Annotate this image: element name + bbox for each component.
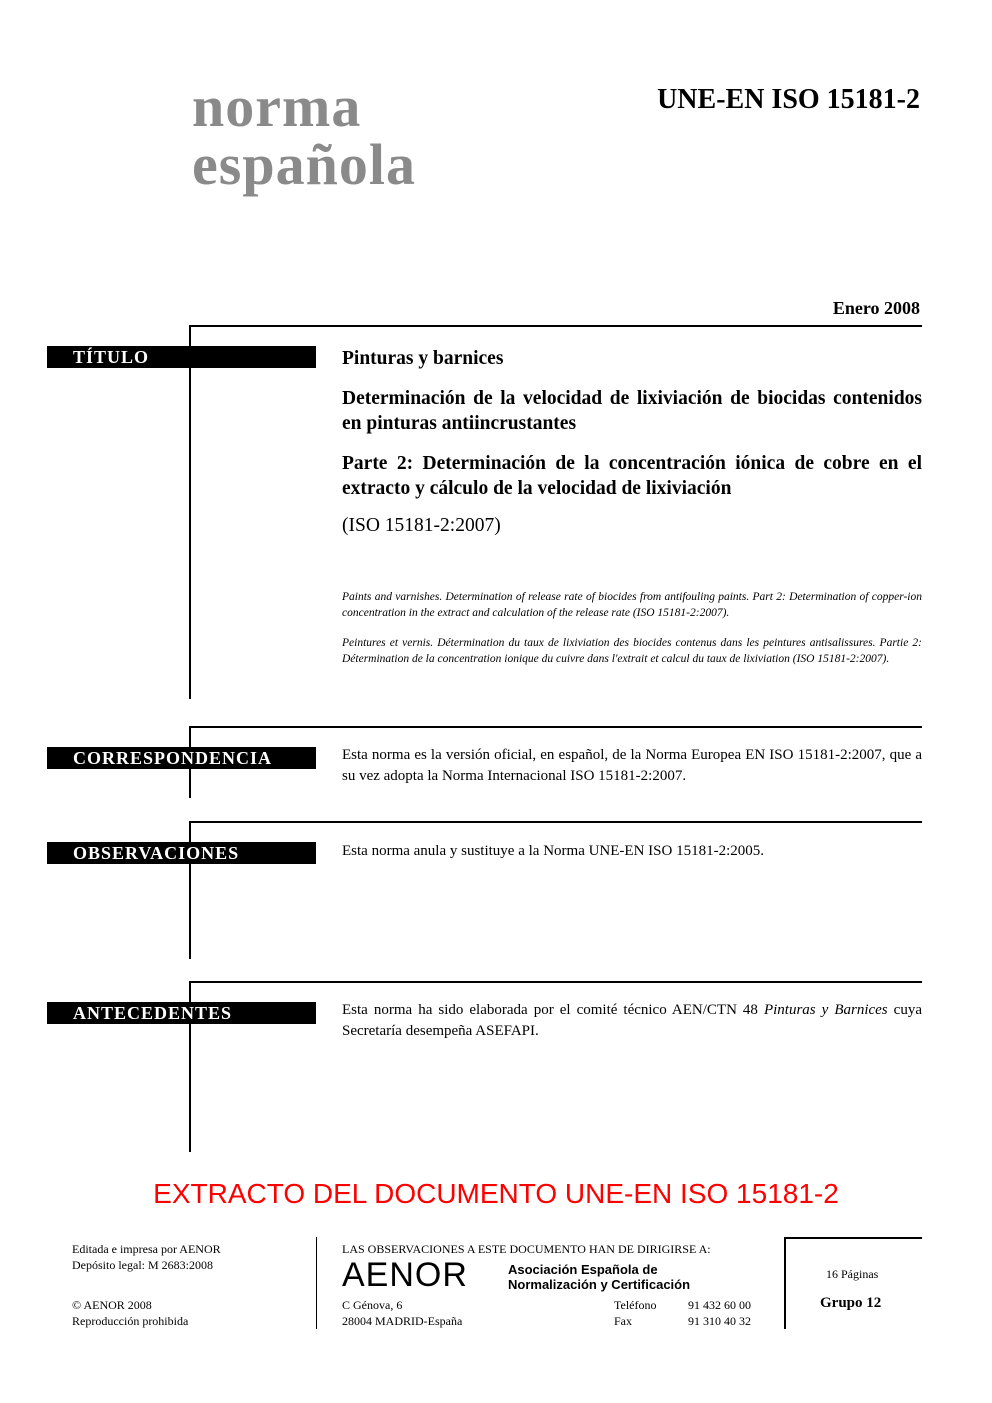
observations-note: LAS OBSERVACIONES A ESTE DOCUMENTO HAN DE DIRIGIRSE A:	[342, 1242, 711, 1256]
footer-contact-labels	[614, 1297, 656, 1329]
fax-number: 91 310 40 32	[688, 1314, 751, 1328]
section-rule-titulo	[189, 325, 922, 327]
copyright: © AENOR 2008	[72, 1298, 152, 1312]
label-antecedentes: ANTECEDENTES	[47, 1002, 316, 1024]
footer-box-top	[784, 1237, 922, 1239]
footer-edition-info	[72, 1241, 221, 1273]
standard-code: UNE-EN ISO 15181-2	[657, 84, 920, 115]
footer-copyright	[72, 1297, 188, 1329]
fax-label: Fax	[614, 1314, 632, 1328]
antecedentes-text-before: Esta norma ha sido elaborada por el comité técnico AEN/CTN 48	[342, 1002, 764, 1018]
committee-name: Pinturas y Barnices	[763, 1002, 888, 1018]
price-group: Grupo 12	[820, 1295, 882, 1311]
title-line-3: Parte 2: Determinación de la concentración iónica de cobre en el extracto y cálculo de la velocidad de lixiviación	[342, 453, 922, 499]
title-line-1: Pinturas y barnices	[342, 348, 504, 369]
section-vrule-titulo	[189, 325, 191, 699]
antecedentes-text-after: cuya Secretaría desempeña ASEFAPI.	[342, 1002, 922, 1039]
antecedentes-text	[342, 1000, 922, 1042]
title-line-2: Determinación de la velocidad de lixiviación de biocidas contenidos en pinturas antiincrustantes	[342, 388, 922, 434]
org-name-line-2: Normalización y Certificación	[508, 1277, 691, 1292]
label-correspondencia: CORRESPONDENCIA	[47, 747, 316, 769]
reproduction-notice: Reproducción prohibida	[72, 1314, 189, 1328]
section-rule-correspondencia	[189, 726, 922, 728]
edited-by: Editada e impresa por AENOR	[72, 1242, 221, 1256]
extract-notice: EXTRACTO DEL DOCUMENTO UNE-EN ISO 15181-2	[153, 1178, 839, 1209]
brand-line-1: norma	[192, 74, 362, 139]
footer-address	[342, 1297, 462, 1329]
address-city: 28004 MADRID-España	[342, 1314, 463, 1328]
brand-line-2: española	[192, 132, 416, 197]
observaciones-text: Esta norma anula y sustituye a la Norma UNE-EN ISO 15181-2:2005.	[342, 843, 764, 859]
section-rule-observaciones	[189, 821, 922, 823]
footer-contact-values	[688, 1297, 751, 1329]
aenor-organization-name	[508, 1262, 690, 1292]
footer-box-left	[784, 1237, 786, 1329]
correspondencia-text: Esta norma es la versión oficial, en español, de la Norma Europea EN ISO 15181-2:2007, que a su vez adopta la Norma Internacional ISO 15181-2:2007.	[342, 747, 922, 784]
iso-reference: (ISO 15181-2:2007)	[342, 515, 501, 536]
address-street: C Génova, 6	[342, 1298, 403, 1312]
brand-logotype	[192, 74, 416, 197]
legal-deposit: Depósito legal: M 2683:2008	[72, 1258, 213, 1272]
footer-divider-left	[316, 1237, 317, 1329]
page-count: 16 Páginas	[826, 1267, 879, 1281]
phone-number: 91 432 60 00	[688, 1298, 751, 1312]
phone-label: Teléfono	[614, 1298, 657, 1312]
publication-date: Enero 2008	[832, 298, 920, 318]
aenor-logo: AENOR	[342, 1256, 468, 1294]
french-title: Peintures et vernis. Détermination du taux de lixiviation des biocides contenus dans les peintures antisalissures. Partie 2: Détermination de la concentration ionique du cuivre dans l'extrait et calcul du taux de lixiviation (ISO 15181-2:2007).	[342, 637, 922, 665]
english-title: Paints and varnishes. Determination of release rate of biocides from antifouling paints. Part 2: Determination of copper-ion concentration in the extract and calculation of the release rate (ISO 15181-2:2007).	[342, 591, 922, 619]
label-titulo: TÍTULO	[47, 346, 316, 368]
label-observaciones: OBSERVACIONES	[47, 842, 316, 864]
org-name-line-1: Asociación Española de	[508, 1262, 658, 1277]
section-rule-antecedentes	[189, 981, 922, 983]
